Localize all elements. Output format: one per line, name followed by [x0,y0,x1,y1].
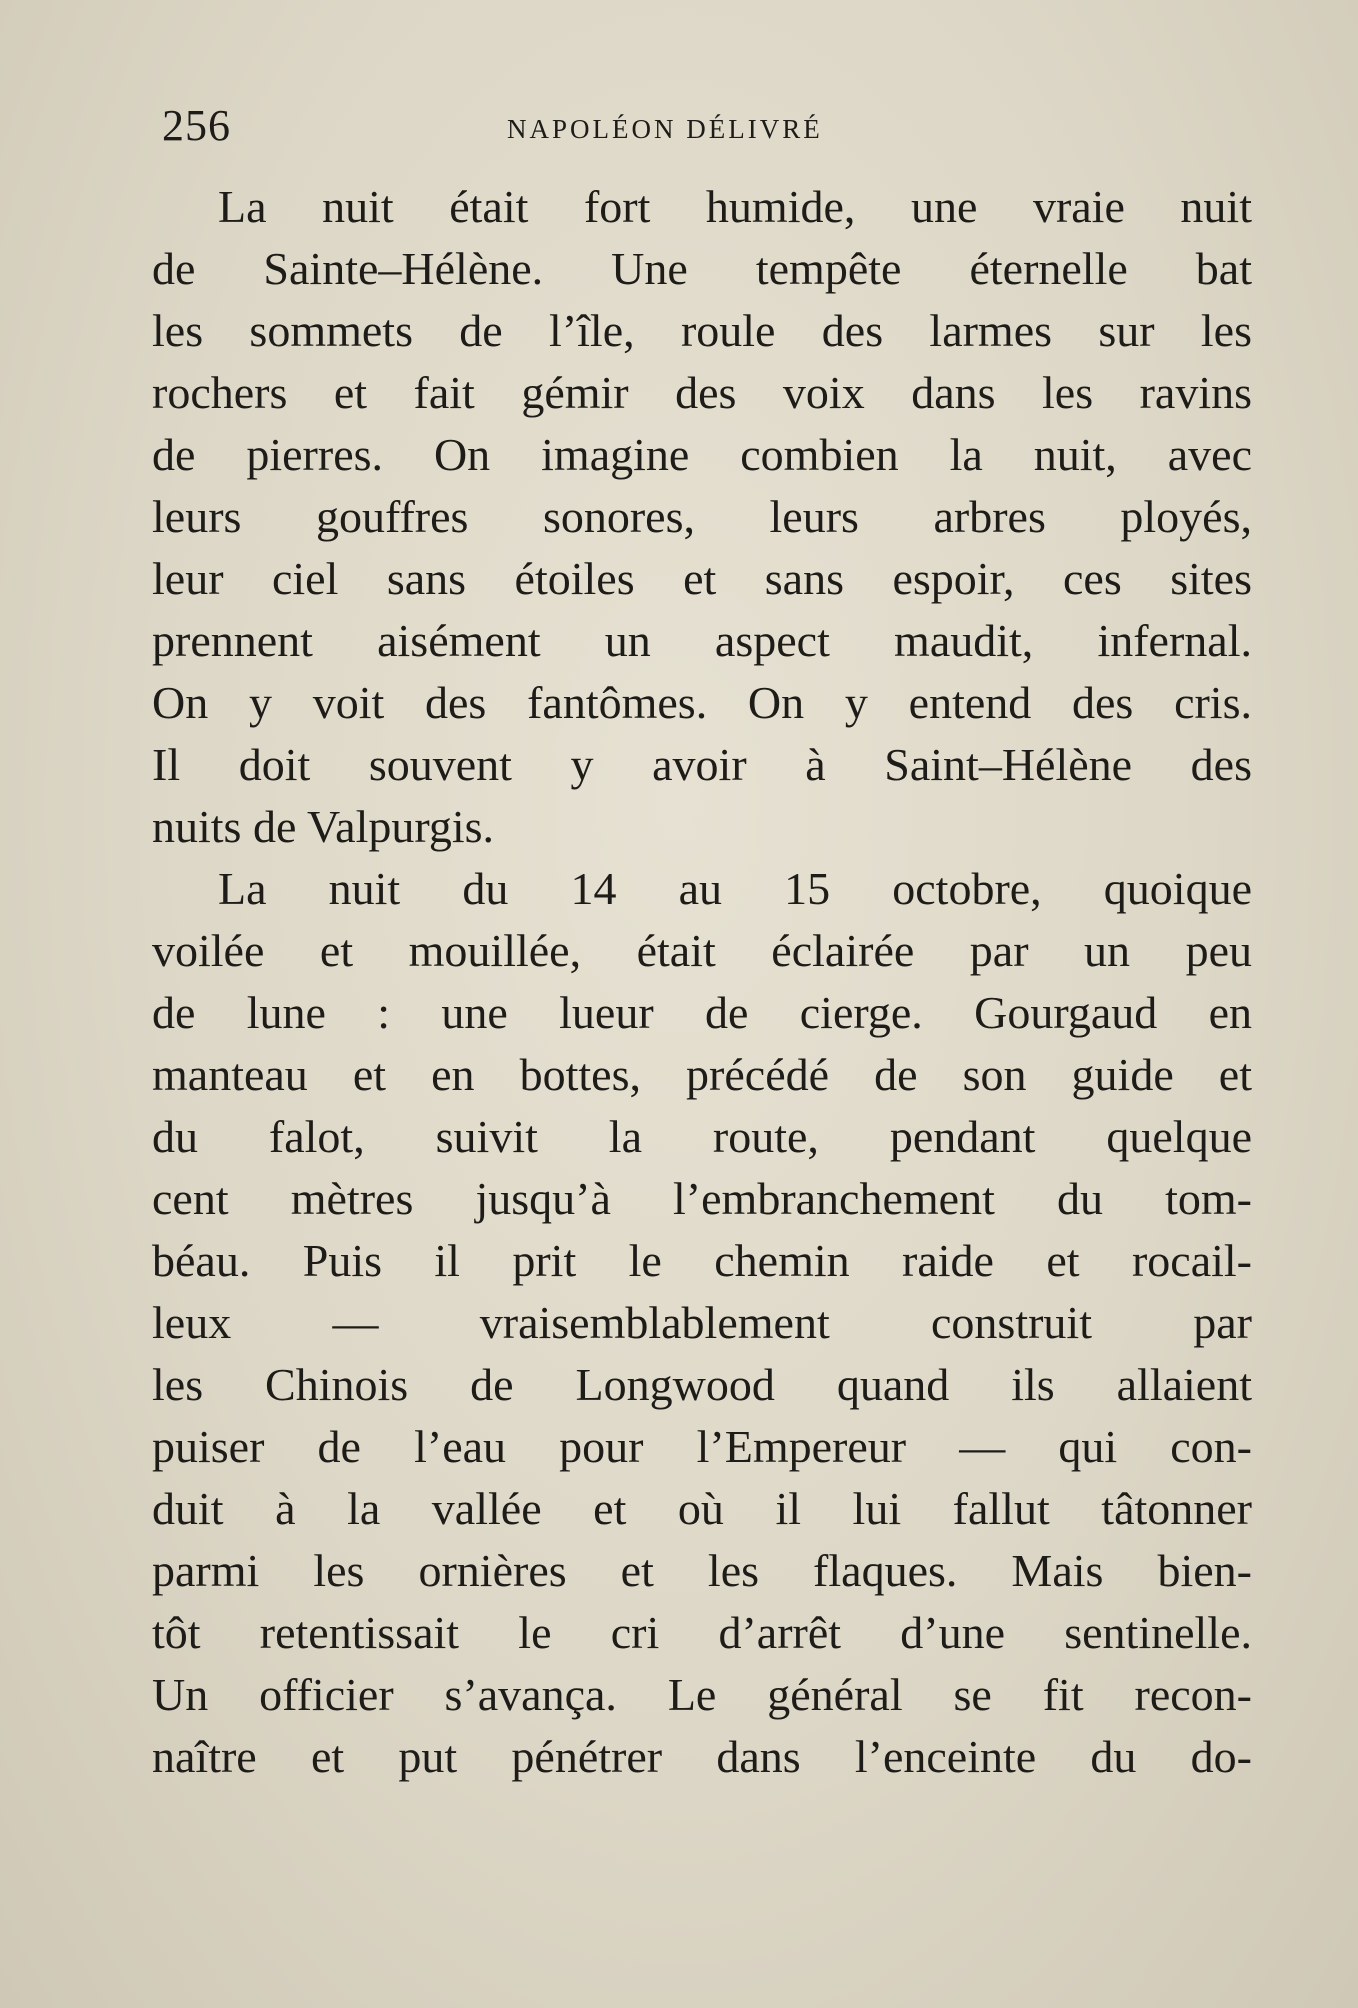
text-line: tôt retentissait le cri d’arrêt d’une sentinelle. [152,1607,1252,1658]
page-number: 256 [162,101,231,150]
text-line: On y voit des fantômes. On y entend des cris. [152,677,1252,728]
text-line: Un officier s’avança. Le général se fit recon- [152,1669,1252,1720]
text-line: leur ciel sans étoiles et sans espoir, ces sites [152,553,1252,604]
text-line: les sommets de l’île, roule des larmes sur les [152,305,1252,356]
body-text [152,176,1252,1788]
text-line: Il doit souvent y avoir à Saint–Hélène des [152,739,1252,790]
paragraph-1 [152,176,1252,858]
text-line: de lune : une lueur de cierge. Gourgaud en [152,987,1252,1038]
text-line: La nuit était fort humide, une vraie nuit [218,181,1252,232]
text-line: manteau et en bottes, précédé de son guide et [152,1049,1252,1100]
text-line: nuits de Valpurgis. [152,801,495,852]
text-line: La nuit du 14 au 15 octobre, quoique [218,863,1252,914]
text-line: voilée et mouillée, était éclairée par un peu [152,925,1252,976]
text-line: rochers et fait gémir des voix dans les ravins [152,367,1252,418]
text-line: de pierres. On imagine combien la nuit, avec [152,429,1252,480]
text-line: de Sainte–Hélène. Une tempête éternelle bat [152,243,1252,294]
page-header [162,100,1262,160]
running-title: NAPOLÉON DÉLIVRÉ [507,114,823,144]
text-line: leurs gouffres sonores, leurs arbres ployés, [152,491,1252,542]
text-line: duit à la vallée et où il lui fallut tâtonner [152,1483,1252,1534]
text-line: puiser de l’eau pour l’Empereur — qui con- [152,1421,1252,1472]
text-line: cent mètres jusqu’à l’embranchement du tom- [152,1173,1252,1224]
text-line: naître et put pénétrer dans l’enceinte du do- [152,1731,1252,1782]
text-line: béau. Puis il prit le chemin raide et rocail- [152,1235,1252,1286]
text-line: les Chinois de Longwood quand ils allaient [152,1359,1252,1410]
paragraph-2 [152,858,1252,1788]
text-line: leux — vraisemblablement construit par [152,1297,1252,1348]
text-line: du falot, suivit la route, pendant quelque [152,1111,1252,1162]
text-line: prennent aisément un aspect maudit, infernal. [152,615,1252,666]
text-line: parmi les ornières et les flaques. Mais bien- [152,1545,1252,1596]
